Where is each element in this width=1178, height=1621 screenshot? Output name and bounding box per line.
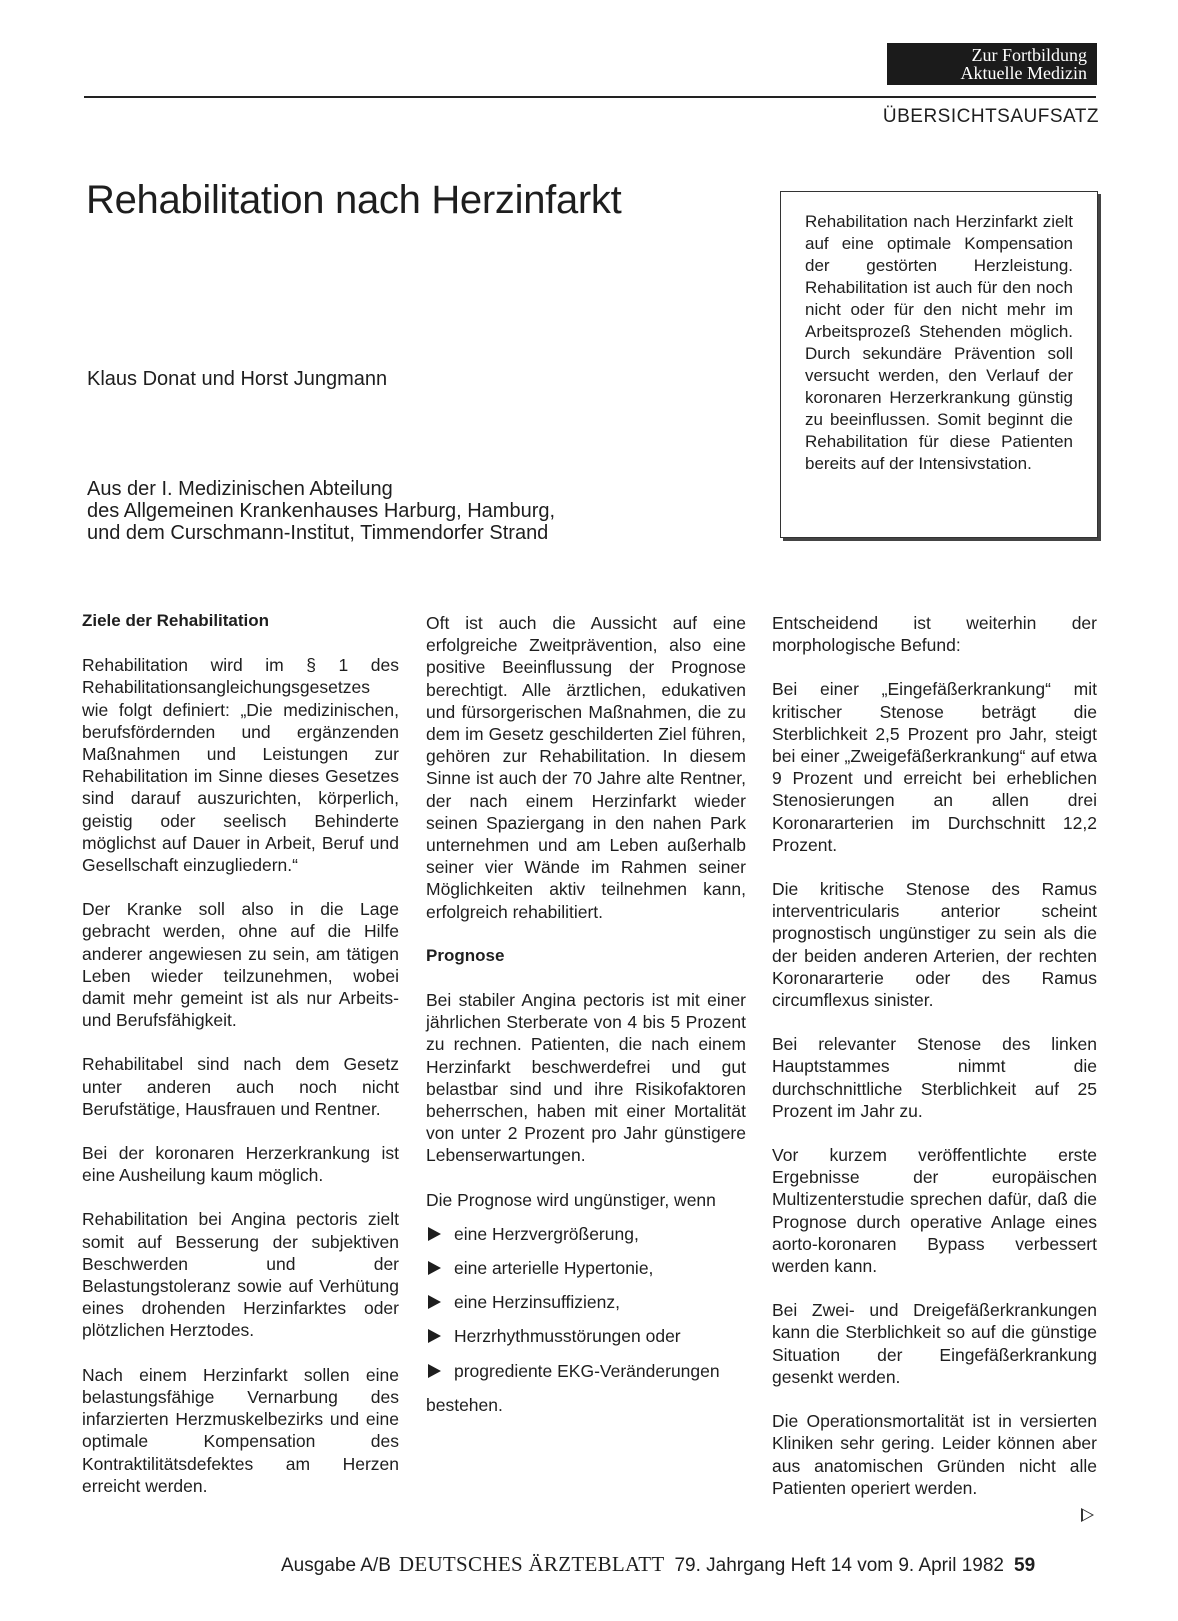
- paragraph: Bei Zwei- und Dreigefäßerkrankungen kann die Sterblichkeit so auf die günstige Situation der Eingefäßerkrankung gesenkt werden.: [772, 1300, 1097, 1387]
- list-item-text: Herzrhythmusstörungen oder: [454, 1326, 681, 1347]
- column-1: [82, 610, 399, 1519]
- footer-issue: 79. Jahrgang Heft 14 vom 9. April 1982: [674, 1555, 1004, 1576]
- paragraph: Nach einem Herzinfarkt sollen eine belastungsfähige Vernarbung des infarzierten Herzmuskelbezirks und eine optimale Kompensation des Kontraktilitätsdefektes am Herzen erreicht werden.: [82, 1364, 399, 1496]
- article-title: Rehabilitation nach Herzinfarkt: [86, 178, 622, 222]
- bullet-triangle-icon: [428, 1329, 441, 1343]
- paragraph: bestehen.: [426, 1394, 503, 1415]
- section-heading-prognose: Prognose: [426, 945, 505, 965]
- page-number: 59: [1014, 1555, 1036, 1576]
- list-item: [426, 1257, 746, 1279]
- paragraph: Bei einer „Eingefäßerkrankung“ mit kritischer Stenose beträgt die Sterblichkeit 2,5 Prozent pro Jahr, steigt bei einer „Zweigefäßerkrankung“ auf etwa 9 Prozent und erreicht bei erheblichen Stenosierungen an allen drei Koronararterien im Durchschnitt 12,2 Prozent.: [772, 679, 1097, 855]
- paragraph: Die kritische Stenose des Ramus interventricularis anterior scheint prognostisch ungünstiger zu sein als die der beiden anderen Arterien, der rechten Koronararterie oder des Ramus circumflexus sinister.: [772, 879, 1097, 1011]
- badge-line-2: Aktuelle Medizin: [960, 63, 1087, 83]
- paragraph: Bei stabiler Angina pectoris ist mit einer jährlichen Sterberate von 4 bis 5 Prozent zu rechnen. Patienten, die nach einem Herzinfarkt beschwerdefrei und gut belastbar sind und ihre Risikofaktoren beherrschen, haben mit einer Mortalität von unter 2 Prozent pro Jahr günstigere Lebenserwartungen.: [426, 990, 746, 1166]
- paragraph: Bei relevanter Stenose des linken Hauptstammes nimmt die durchschnittliche Sterblichkeit auf 25 Prozent im Jahr zu.: [772, 1034, 1097, 1121]
- bullet-triangle-icon: [428, 1227, 441, 1241]
- category-badge: [887, 43, 1097, 85]
- footer-journal-name: DEUTSCHES ÄRZTEBLATT: [398, 1552, 665, 1576]
- abstract-box: [780, 191, 1098, 538]
- continued-arrow-icon: [1081, 1508, 1094, 1522]
- article-authors: Klaus Donat und Horst Jungmann: [87, 368, 388, 390]
- paragraph: Rehabilitation bei Angina pectoris zielt somit auf Besserung der subjektiven Beschwerden und der Belastungstoleranz sowie auf Verhütung eines drohenden Herzinfarktes oder plötzlichen Herztodes.: [82, 1209, 399, 1341]
- article-affiliation: [87, 478, 555, 544]
- section-heading-ziele: Ziele der Rehabilitation: [82, 611, 270, 630]
- list-item-text: eine arterielle Hypertonie,: [454, 1258, 654, 1279]
- risk-factor-list: [426, 1223, 746, 1382]
- page-footer: [281, 1552, 1035, 1577]
- affiliation-line: des Allgemeinen Krankenhauses Harburg, Hamburg,: [87, 500, 556, 522]
- list-item-text: progrediente EKG-Veränderungen: [454, 1360, 720, 1381]
- paragraph: Rehabilitabel sind nach dem Gesetz unter anderen auch noch nicht Berufstätige, Hausfrauen und Rentner.: [82, 1054, 399, 1119]
- list-item: [426, 1325, 746, 1347]
- list-item-text: eine Herzinsuffizienz,: [454, 1292, 621, 1313]
- bullet-triangle-icon: [428, 1295, 441, 1309]
- paragraph: Der Kranke soll also in die Lage gebracht werden, ohne auf die Hilfe anderer angewiesen zu sein, am tätigen Leben wieder teilzunehmen, wobei damit mehr gemeint ist als nur Arbeits- und Berufsfähigkeit.: [82, 899, 399, 1031]
- list-item-text: eine Herzvergrößerung,: [454, 1223, 639, 1244]
- list-item: [426, 1360, 746, 1382]
- paragraph: Bei der koronaren Herzerkrankung ist eine Ausheilung kaum möglich.: [82, 1143, 399, 1186]
- affiliation-line: und dem Curschmann-Institut, Timmendorfer Strand: [87, 522, 549, 544]
- paragraph: Die Operationsmortalität ist in versierten Kliniken sehr gering. Leider können aber aus anatomischen Gründen nicht alle Patienten operiert werden.: [772, 1411, 1097, 1498]
- column-2: [426, 612, 746, 1438]
- bullet-triangle-icon: [428, 1261, 441, 1275]
- paragraph: Entscheidend ist weiterhin der morphologische Befund:: [772, 613, 1097, 656]
- list-item: [426, 1223, 746, 1245]
- footer-edition: Ausgabe A/B: [281, 1555, 391, 1576]
- bullet-triangle-icon: [428, 1364, 441, 1378]
- abstract-text: Rehabilitation nach Herzinfarkt zielt auf eine optimale Kompensation der gestörten Herzleistung. Rehabilitation ist auch für den noch nicht oder für den nicht mehr im Arbeitsprozeß Stehenden möglich. Durch sekundäre Prävention soll versucht werden, den Verlauf der koronaren Herzerkrankung günstig zu beeinflussen. Somit beginnt die Rehabilitation für diese Patienten bereits auf der Intensivstation.: [805, 212, 1073, 473]
- list-item: [426, 1291, 746, 1313]
- paragraph: Vor kurzem veröffentlichte erste Ergebnisse der europäischen Multizenterstudie sprechen dafür, daß die Prognose durch operative Anlage eines aorto-koronaren Bypass verbessert werden kann.: [772, 1145, 1097, 1277]
- header-rule: [84, 96, 1096, 98]
- affiliation-line: Aus der I. Medizinischen Abteilung: [87, 478, 393, 500]
- badge-line-1: Zur Fortbildung: [971, 45, 1087, 65]
- section-label: ÜBERSICHTSAUFSATZ: [882, 106, 1099, 127]
- paragraph: Oft ist auch die Aussicht auf eine erfolgreiche Zweitprävention, also eine positive Beeinflussung der Prognose berechtigt. Alle ärztlichen, edukativen und fürsorgerischen Maßnahmen, die zu dem im Gesetz geschilderten Ziel führen, gehören zur Rehabilitation. In diesem Sinne ist auch der 70 Jahre alte Rentner, der nach einem Herzinfarkt wieder seinen Spaziergang in den nahen Park unternehmen und am Leben außerhalb seiner vier Wände im Rahmen seiner Möglichkeiten aktiv teilnehmen kann, erfolgreich rehabilitiert.: [426, 613, 746, 922]
- column-3: [772, 612, 1097, 1521]
- paragraph: Die Prognose wird ungünstiger, wenn: [426, 1189, 716, 1210]
- paragraph: Rehabilitation wird im § 1 des Rehabilitationsangleichungsgesetzes wie folgt definiert: „Die medizinischen, berufsfördernden und ergänzenden Maßnahmen und Leistungen zur Rehabilitation im Sinne dieses Gesetzes sind darauf auszurichten, körperlich, geistig oder seelisch Behinderte möglichst auf Dauer in Arbeit, Beruf und Gesellschaft einzugliedern.“: [82, 655, 399, 876]
